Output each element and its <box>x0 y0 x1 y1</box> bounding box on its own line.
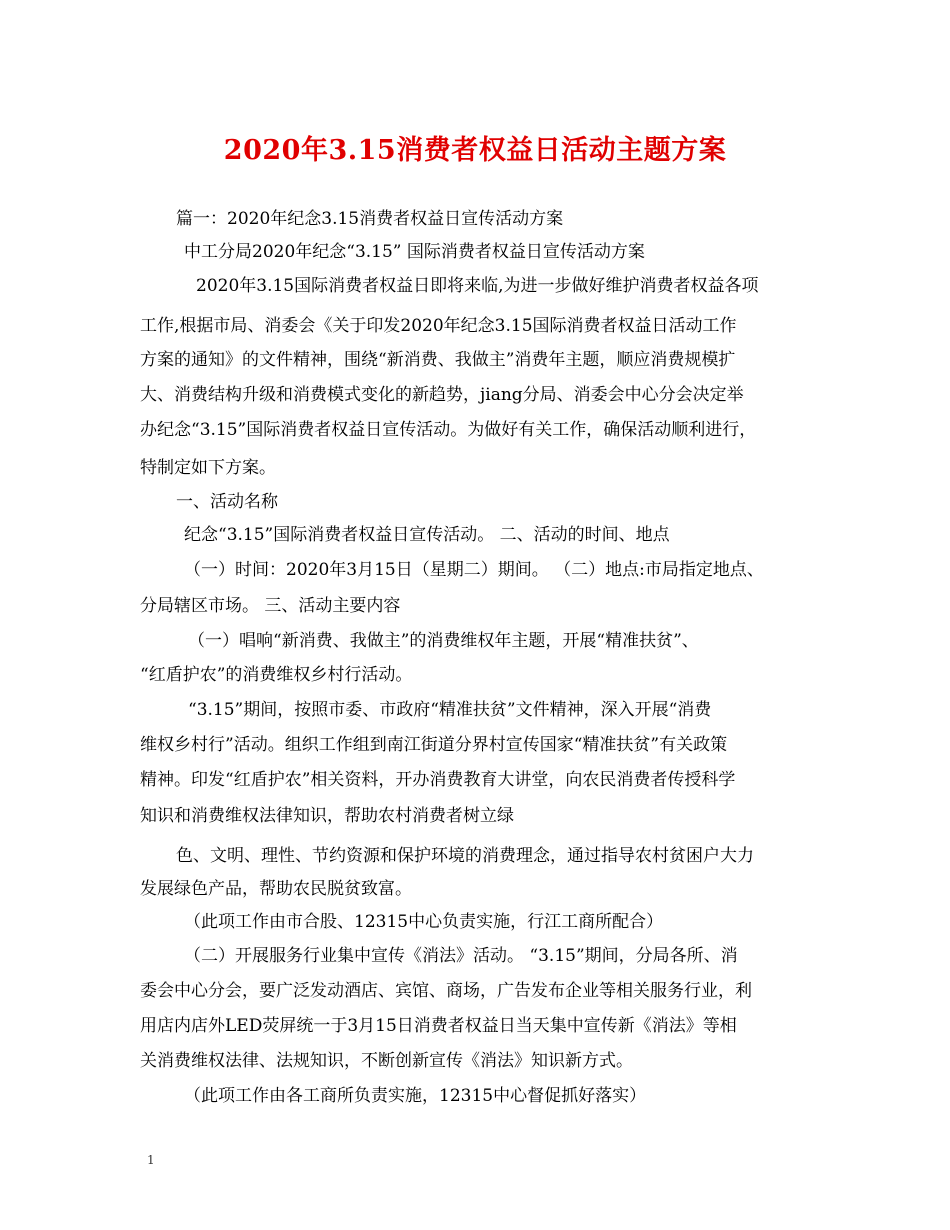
paragraph-line: 大、消费结构升级和消费模式变化的新趋势，jiang分局、消委会中心分会决定举 <box>140 385 744 405</box>
paragraph-line: 知识和消费维权法律知识，帮助农村消费者树立绿 <box>140 806 514 826</box>
paragraph-line: 工作,根据市局、消委会《关于印发2020年纪念3.15国际消费者权益日活动工作 <box>140 316 737 336</box>
paragraph-line: （一）时间：2020年3月15日（星期二）期间。 （二）地点:市局指定地点、 <box>184 560 764 580</box>
paragraph-line: 纪念“3.15”国际消费者权益日宣传活动。 二、活动的时间、地点 <box>184 525 670 545</box>
paragraph-line: 用店内店外LED荧屏统一于3月15日消费者权益日当天集中宣传新《消法》等相 <box>140 1016 737 1036</box>
paragraph-line: 委会中心分会，要广泛发动酒店、宾馆、商场，广告发布企业等相关服务行业，利 <box>140 981 752 1001</box>
paragraph-line: 2020年3.15国际消费者权益日即将来临,为进一步做好维护消费者权益各项 <box>196 276 759 296</box>
paragraph-line: 维权乡村行”活动。组织工作组到南江街道分界村宣传国家“精准扶贫”有关政策 <box>140 735 728 755</box>
paragraph-line: 关消费维权法律、法规知识，不断创新宣传《消法》知识新方式。 <box>140 1051 633 1071</box>
document-title: 2020年3.15消费者权益日活动主题方案 <box>223 135 727 166</box>
paragraph-line: “3.15”期间，按照市委、市政府“精准扶贫”文件精神，深入开展“消费 <box>188 700 712 720</box>
section-heading: 一、活动名称 <box>176 492 278 512</box>
subtitle-line: 中工分局2020年纪念“3.15” 国际消费者权益日宣传活动方案 <box>184 242 645 262</box>
paragraph-line: “红盾护农”的消费维权乡村行活动。 <box>140 665 413 685</box>
paragraph-line: 办纪念“3.15”国际消费者权益日宣传活动。为做好有关工作，确保活动顺利进行， <box>140 420 757 440</box>
page-number: 1 <box>147 1153 155 1167</box>
paragraph-line: （此项工作由各工商所负责实施，12315中心督促抓好落实） <box>184 1086 647 1106</box>
section-heading: 篇一：2020年纪念3.15消费者权益日宣传活动方案 <box>176 209 564 229</box>
paragraph-line: 色、文明、理性、节约资源和保护环境的消费理念，通过指导农村贫困户大力 <box>176 846 754 866</box>
paragraph-line: （二）开展服务行业集中宣传《消法》活动。 “3.15”期间，分局各所、消 <box>184 946 738 966</box>
paragraph-line: 发展绿色产品，帮助农民脱贫致富。 <box>140 879 412 899</box>
paragraph-line: 分局辖区市场。 三、活动主要内容 <box>140 596 401 616</box>
paragraph-line: （此项工作由市合股、12315中心负责实施，行江工商所配合） <box>184 912 664 932</box>
paragraph-line: （一）唱响“新消费、我做主”的消费维权年主题，开展“精准扶贫”、 <box>188 631 699 651</box>
paragraph-line: 方案的通知》的文件精神，围绕“新消费、我做主”消费年主题，顺应消费规模扩 <box>140 350 736 370</box>
paragraph-line: 特制定如下方案。 <box>140 458 276 478</box>
paragraph-line: 精神。印发“红盾护农”相关资料，开办消费教育大讲堂，向农民消费者传授科学 <box>140 770 736 790</box>
